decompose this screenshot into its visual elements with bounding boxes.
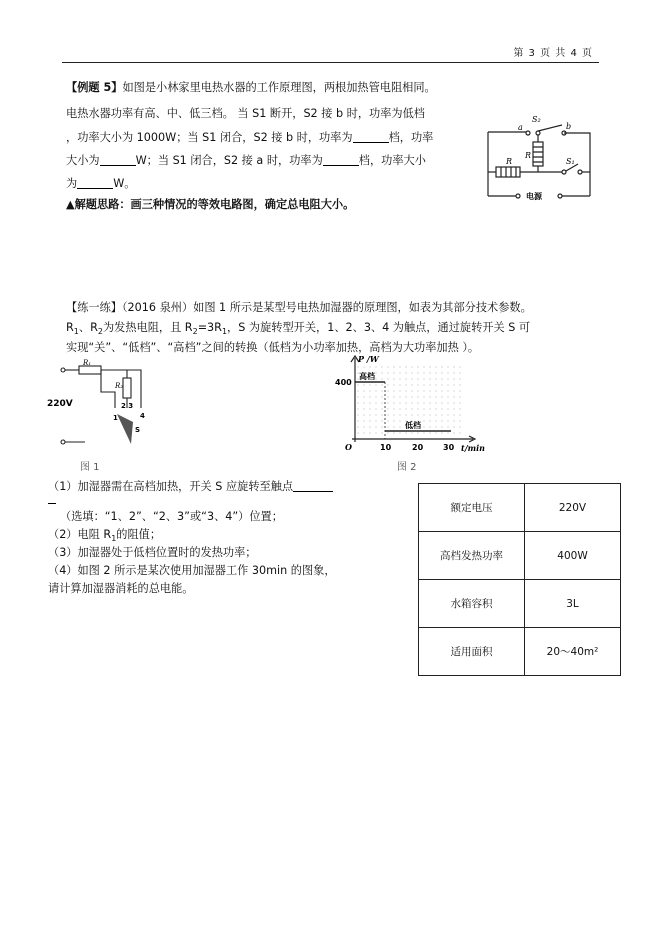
example5-line3 (66, 127, 433, 148)
spec-key: 适用面积 (419, 628, 525, 676)
label-s1: S₁ (566, 157, 575, 166)
question-1-text: （1）加湿器需在高档加热，开关 S 应旋转至触点 (48, 480, 294, 493)
example5-line2: 电热水器功率有高、中、低三档。 当 S1 断开，S2 接 b 时，功率为低档 (66, 107, 425, 120)
question-4-line1: （4）如图 2 所示是某次使用加湿器工作 30min 的图象， (48, 564, 336, 577)
spec-key: 额定电压 (419, 484, 525, 532)
relation-eq: =3R (197, 321, 222, 334)
graph-y-label: P /W (358, 354, 379, 364)
fig1-r2-label: R₂ (115, 382, 124, 390)
example5-line5-text: 为 (66, 177, 78, 190)
relation-r2-subscript: 2 (192, 327, 198, 337)
rotary-switch-wedge (117, 414, 133, 444)
example5-title: 【例题 5】 (66, 81, 123, 94)
humidifier-circuit-figure1 (45, 358, 165, 460)
practice-line3: 实现“关”、“低档”、“高档”之间的转换（低档为小功率加热，高档为大功率加热 ）。 (66, 341, 480, 354)
relation-text: 为发热电阻，且 R (102, 321, 193, 334)
example5-hint: ▲解题思路：画三种情况的等效电路图，确定总电阻大小。 (66, 198, 355, 211)
answer-blank-1[interactable] (353, 129, 389, 143)
label-s2: S₂ (532, 115, 541, 124)
question-3: （3）加湿器处于低档位置时的发热功率； (48, 546, 257, 559)
graph-high-label: 高档 (359, 372, 375, 381)
header-rule (62, 62, 599, 63)
example5-line4 (66, 150, 426, 171)
answer-blank-contact[interactable] (293, 478, 333, 492)
spec-value: 400W (525, 532, 621, 580)
spec-value: 3L (525, 580, 621, 628)
fig1-caption: 图 1 (80, 462, 100, 473)
fig1-switch-label: S (135, 426, 141, 434)
label-r-left: R (506, 157, 513, 166)
spec-table (418, 483, 621, 676)
example5-line3-text: ，功率大小为 1000W；当 S1 闭合，S2 接 b 时，功率为 (66, 131, 353, 144)
table-row (419, 532, 621, 580)
practice-title: 【练一练】 (66, 301, 122, 314)
page-number: 第 3 页 共 4 页 (513, 48, 593, 59)
example5-line3-tail: 档，功率 (388, 131, 434, 144)
label-b: b (566, 122, 572, 131)
r2-symbol: 、R (78, 321, 98, 334)
question-2-text: （2）电阻 R (48, 528, 112, 541)
graph-x20: 20 (412, 443, 424, 452)
practice-intro: （2016 泉州）如图 1 所示是某型号电热加湿器的原理图，如表为其部分技术参数。 (121, 301, 532, 314)
table-row (419, 484, 621, 532)
example5-intro: 如图是小林家里电热水器的工作原理图，两根加热管电阻相同。 (122, 81, 436, 94)
water-heater-circuit-diagram (482, 112, 600, 204)
graph-x30: 30 (443, 443, 455, 452)
relation-r1-subscript: 1 (221, 327, 228, 337)
power-time-graph-figure2 (325, 352, 500, 457)
spec-value: 220V (525, 484, 621, 532)
spec-value: 20～40m² (525, 628, 621, 676)
graph-low-label: 低档 (405, 421, 421, 430)
question-1-line1 (48, 478, 333, 496)
blank-continuation (48, 503, 56, 504)
graph-y400: 400 (335, 378, 352, 387)
graph-x10: 10 (380, 443, 392, 452)
spec-key: 水箱容积 (419, 580, 525, 628)
example5-line5-tail: W。 (113, 177, 136, 190)
example5-line1 (66, 77, 436, 98)
switch-description: ，S 为旋转型开关，1、2、3、4 为触点，通过旋转开关 S 可 (227, 321, 531, 334)
practice-line1 (66, 297, 532, 318)
table-row (419, 580, 621, 628)
question-1-options: （选填：“1、2”、“2、3”或“3、4”）位置； (60, 510, 283, 523)
graph-x-label: t/min (461, 443, 485, 453)
spec-key: 高档发热功率 (419, 532, 525, 580)
graph-origin: O (345, 442, 352, 452)
fig1-voltage-label: 220V (47, 399, 73, 409)
answer-blank-2[interactable] (100, 152, 136, 166)
example5-line4-text: 大小为 (66, 154, 100, 167)
fig1-contacts-label: 2 3 (121, 402, 134, 410)
answer-blank-3[interactable] (323, 152, 359, 166)
fig1-contact-4: 4 (140, 412, 145, 420)
r1-subscript: 1 (73, 327, 79, 337)
fig1-contact-1: 1 (113, 414, 118, 422)
example5-line4-tail: 档，功率大小 (358, 154, 426, 167)
fig2-caption: 图 2 (397, 462, 417, 473)
r1-symbol: R (66, 321, 74, 334)
r2-subscript: 2 (97, 327, 103, 337)
table-row (419, 628, 621, 676)
example5-line4-mid: W；当 S1 闭合，S2 接 a 时，功率为 (135, 154, 323, 167)
question-2-subscript: 1 (111, 534, 117, 544)
example5-line5 (66, 173, 135, 194)
label-a: a (518, 123, 523, 132)
fig1-r1-label: R₁ (83, 359, 92, 367)
question-4-line2: 请计算加湿器消耗的总电能。 (48, 582, 194, 595)
label-r-coil: R (525, 151, 532, 160)
label-power-source: 电源 (526, 192, 542, 201)
question-2-tail: 的阻值； (116, 528, 162, 541)
answer-blank-4[interactable] (77, 175, 113, 189)
